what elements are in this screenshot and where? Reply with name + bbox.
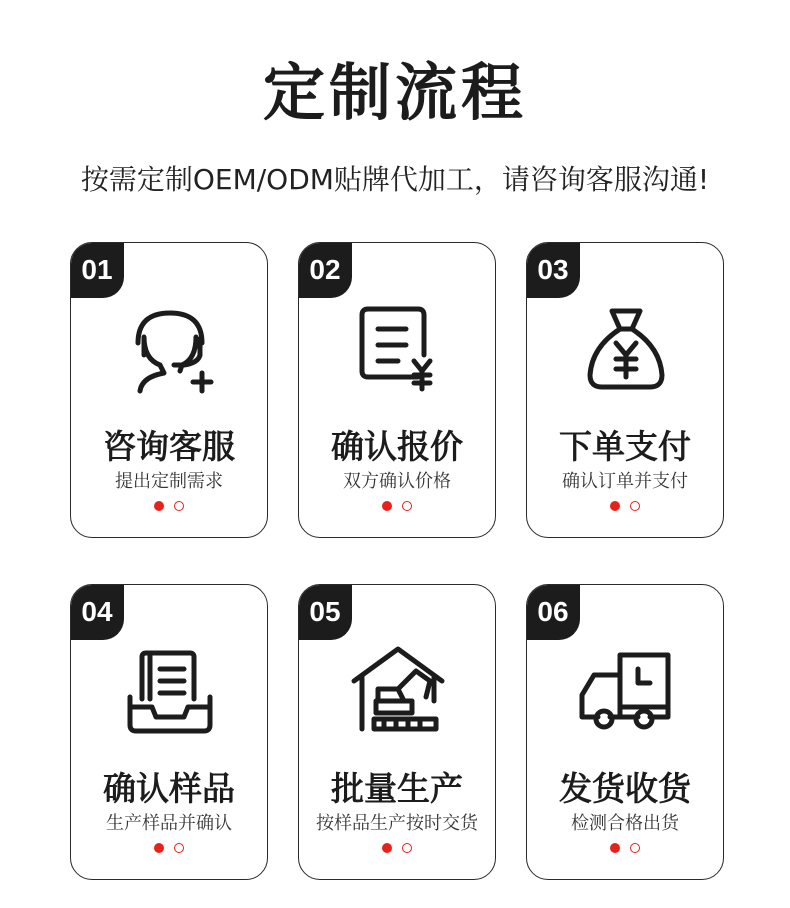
dot-inactive [174,501,184,511]
step-title: 确认报价 [331,427,463,466]
step-number-badge: 03 [526,242,580,298]
step-card-quote [298,242,496,538]
customer-service-icon [120,299,220,399]
step-card-payment [526,242,724,538]
dot-inactive [402,843,412,853]
step-card-delivery [526,584,724,880]
step-description: 按样品生产按时交货 [316,813,478,834]
dot-active [154,501,164,511]
pager-dots [299,501,495,511]
sample-tray-icon [120,641,220,741]
dot-active [610,501,620,511]
step-card-production [298,584,496,880]
page-subtitle: 按需定制OEM/ODM贴牌代加工，请咨询客服沟通! [80,163,710,196]
dot-active [382,501,392,511]
step-description: 提出定制需求 [115,471,223,492]
step-card-consult [70,242,268,538]
step-number-badge: 06 [526,584,580,640]
delivery-truck-icon [576,641,676,741]
step-title: 批量生产 [331,769,463,808]
step-description: 检测合格出货 [571,813,679,834]
dot-active [382,843,392,853]
pager-dots [71,843,267,853]
dot-inactive [174,843,184,853]
step-number-badge: 04 [70,584,124,640]
step-description: 双方确认价格 [343,471,451,492]
dot-active [610,843,620,853]
step-title: 发货收货 [559,769,691,808]
quote-document-icon [348,299,448,399]
dot-inactive [630,501,640,511]
dot-inactive [630,843,640,853]
step-card-sample [70,584,268,880]
dot-inactive [402,501,412,511]
pager-dots [527,501,723,511]
pager-dots [71,501,267,511]
pager-dots [527,843,723,853]
pager-dots [299,843,495,853]
step-title: 咨询客服 [103,427,235,466]
factory-excavator-icon [348,641,448,741]
step-number-badge: 01 [70,242,124,298]
step-description: 确认订单并支付 [562,471,688,492]
step-number-badge: 05 [298,584,352,640]
page-title: 定制流程 [262,56,527,129]
step-title: 确认样品 [103,769,235,808]
step-number-badge: 02 [298,242,352,298]
money-bag-icon [576,299,676,399]
dot-active [154,843,164,853]
step-title: 下单支付 [559,427,691,466]
step-description: 生产样品并确认 [106,813,232,834]
